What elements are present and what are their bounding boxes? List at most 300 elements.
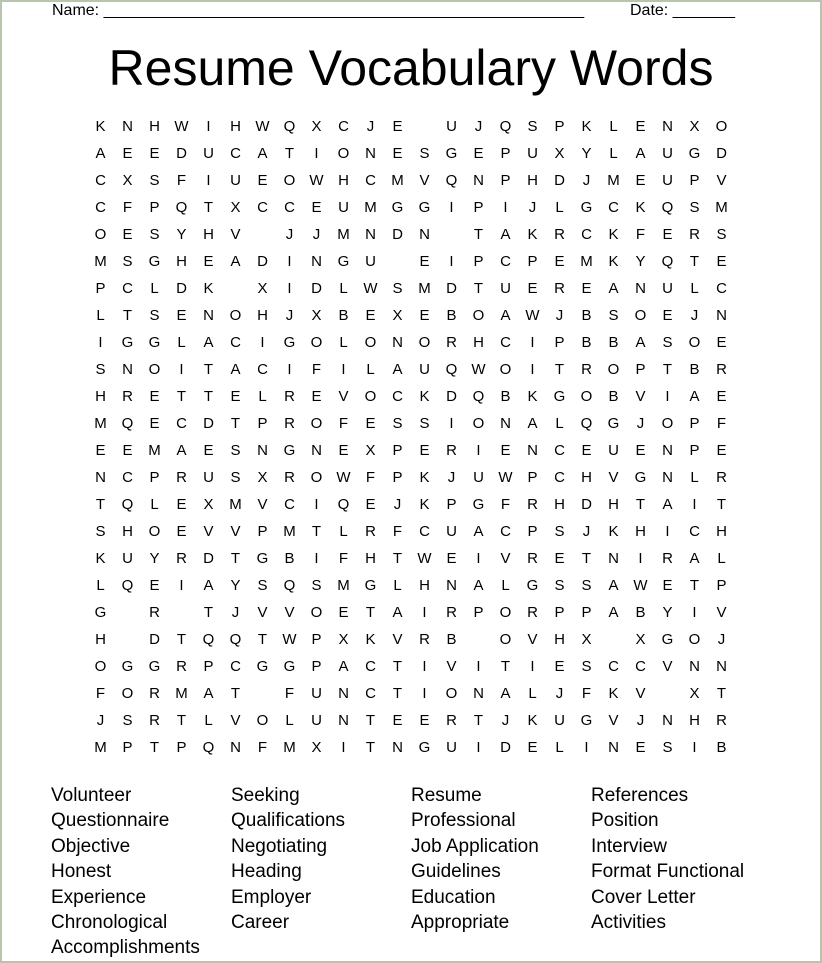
grid-letter: R	[284, 388, 295, 405]
grid-letter: E	[203, 442, 214, 459]
grid-row	[87, 711, 735, 738]
grid-letter: T	[176, 631, 187, 648]
grid-row	[87, 414, 735, 441]
grid-letter: T	[473, 712, 484, 729]
grid-letter: O	[310, 604, 323, 621]
grid-letter: I	[530, 361, 535, 378]
grid-letter: X	[230, 199, 241, 216]
grid-letter: C	[608, 658, 619, 675]
grid-letter: L	[339, 334, 348, 351]
grid-letter: S	[257, 577, 268, 594]
grid-letter: G	[148, 253, 161, 270]
grid-letter: M	[229, 496, 242, 513]
grid-letter: I	[314, 145, 319, 162]
grid-letter	[384, 252, 411, 279]
grid-letter: S	[149, 226, 160, 243]
grid-letter: G	[121, 658, 134, 675]
grid-letter: E	[473, 145, 484, 162]
grid-letter: M	[148, 442, 161, 459]
grid-letter: H	[554, 631, 565, 648]
grid-letter: I	[206, 118, 211, 135]
grid-letter: F	[257, 739, 268, 756]
grid-letter: H	[257, 307, 268, 324]
grid-letter: I	[692, 739, 697, 756]
grid-letter: F	[716, 415, 727, 432]
grid-letter: T	[230, 550, 241, 567]
grid-letter: T	[392, 550, 403, 567]
grid-letter: W	[309, 172, 324, 189]
grid-letter: K	[608, 226, 619, 243]
grid-letter: I	[692, 604, 697, 621]
grid-letter: I	[692, 496, 697, 513]
grid-letter: O	[688, 334, 701, 351]
grid-letter: D	[446, 280, 457, 297]
grid-letter: B	[608, 334, 619, 351]
grid-letter: X	[635, 631, 646, 648]
grid-letter: I	[449, 415, 454, 432]
grid-letter: T	[473, 280, 484, 297]
grid-letter: C	[284, 199, 295, 216]
word-list-item: Questionnaire	[51, 810, 170, 832]
grid-letter: S	[311, 577, 322, 594]
grid-letter: E	[149, 577, 160, 594]
word-list-item: Honest	[51, 861, 112, 883]
grid-letter: R	[446, 712, 457, 729]
grid-letter: P	[257, 415, 268, 432]
grid-letter: U	[230, 172, 241, 189]
grid-letter: M	[715, 199, 728, 216]
grid-letter: R	[284, 415, 295, 432]
grid-letter: P	[689, 172, 700, 189]
grid-letter: S	[419, 415, 430, 432]
grid-letter: N	[95, 469, 106, 486]
grid-letter: P	[473, 253, 484, 270]
grid-letter: Q	[337, 496, 350, 513]
grid-letter: U	[662, 172, 673, 189]
grid-letter: R	[527, 550, 538, 567]
grid-letter: N	[608, 550, 619, 567]
grid-letter: G	[283, 442, 296, 459]
grid-letter: Q	[580, 415, 593, 432]
grid-letter	[222, 279, 249, 306]
grid-row	[87, 684, 735, 711]
grid-letter: A	[500, 226, 511, 243]
grid-letter: J	[528, 199, 537, 216]
grid-letter: T	[500, 658, 511, 675]
grid-letter: K	[608, 685, 619, 702]
grid-letter: O	[283, 172, 296, 189]
grid-letter: N	[635, 280, 646, 297]
grid-letter: S	[149, 307, 160, 324]
grid-letter: P	[689, 442, 700, 459]
grid-letter: G	[580, 199, 593, 216]
grid-letter: E	[392, 712, 403, 729]
grid-letter: E	[176, 523, 187, 540]
grid-letter: I	[530, 334, 535, 351]
grid-letter: O	[472, 415, 485, 432]
grid-letter: H	[338, 172, 349, 189]
grid-letter: R	[446, 334, 457, 351]
grid-letter: E	[392, 145, 403, 162]
grid-letter: I	[476, 658, 481, 675]
grid-letter: P	[392, 469, 403, 486]
word-list-item: Heading	[231, 861, 302, 883]
grid-letter: I	[503, 199, 508, 216]
grid-letter: D	[311, 280, 322, 297]
grid-letter	[411, 117, 438, 144]
grid-letter: L	[258, 388, 267, 405]
grid-letter: S	[392, 415, 403, 432]
grid-letter: W	[282, 631, 297, 648]
grid-letter: E	[527, 280, 538, 297]
grid-letter: W	[525, 307, 540, 324]
grid-letter: O	[688, 631, 701, 648]
grid-row	[87, 225, 735, 252]
grid-row	[87, 495, 735, 522]
grid-letter: H	[581, 469, 592, 486]
grid-letter: I	[287, 280, 292, 297]
word-list-item: Interview	[591, 835, 668, 857]
grid-letter: E	[635, 739, 646, 756]
grid-letter: A	[203, 577, 214, 594]
grid-letter: E	[716, 442, 727, 459]
grid-letter: C	[338, 118, 349, 135]
grid-letter: L	[366, 361, 375, 378]
grid-letter: I	[314, 550, 319, 567]
grid-letter: X	[257, 280, 268, 297]
grid-letter: J	[312, 226, 321, 243]
grid-letter: E	[500, 442, 511, 459]
grid-letter: E	[149, 388, 160, 405]
grid-letter: E	[257, 172, 268, 189]
grid-letter: R	[554, 226, 565, 243]
grid-letter: R	[149, 685, 160, 702]
grid-letter: Q	[499, 118, 512, 135]
grid-letter: R	[365, 523, 376, 540]
grid-letter: S	[554, 523, 565, 540]
grid-letter: O	[337, 145, 350, 162]
grid-letter: V	[608, 469, 619, 486]
grid-letter: E	[365, 496, 376, 513]
grid-letter: J	[690, 307, 699, 324]
grid-letter: N	[392, 334, 403, 351]
grid-letter: R	[122, 388, 133, 405]
grid-letter	[438, 225, 465, 252]
grid-letter: X	[689, 685, 700, 702]
grid-letter: P	[716, 577, 727, 594]
grid-letter: E	[122, 145, 133, 162]
grid-letter: A	[608, 604, 619, 621]
grid-letter: P	[311, 658, 322, 675]
grid-letter: C	[500, 334, 511, 351]
grid-letter: H	[95, 631, 106, 648]
word-list-item: Accomplishments	[51, 937, 200, 959]
grid-letter: F	[338, 415, 349, 432]
grid-letter: H	[122, 523, 133, 540]
grid-letter: C	[230, 145, 241, 162]
grid-letter: R	[554, 280, 565, 297]
grid-letter: M	[391, 172, 404, 189]
grid-letter: I	[665, 523, 670, 540]
grid-letter: K	[95, 550, 106, 567]
grid-letter: A	[203, 334, 214, 351]
grid-letter: T	[230, 685, 241, 702]
grid-letter: O	[418, 334, 431, 351]
grid-letter: G	[607, 415, 620, 432]
grid-letter: C	[635, 658, 646, 675]
grid-letter: N	[716, 658, 727, 675]
grid-letter: L	[339, 280, 348, 297]
grid-letter: H	[554, 496, 565, 513]
grid-letter	[114, 603, 141, 630]
grid-letter: E	[338, 604, 349, 621]
word-list-item: Chronological	[51, 911, 168, 933]
word-list-item: Objective	[51, 835, 131, 857]
grid-letter: R	[446, 442, 457, 459]
grid-letter: F	[311, 361, 322, 378]
grid-letter: N	[527, 442, 538, 459]
grid-letter: P	[581, 604, 592, 621]
grid-letter: J	[717, 631, 726, 648]
grid-letter: C	[176, 415, 187, 432]
grid-letter: J	[582, 172, 591, 189]
grid-letter: L	[528, 685, 537, 702]
grid-letter: I	[341, 361, 346, 378]
grid-letter: I	[638, 550, 643, 567]
grid-letter: I	[179, 577, 184, 594]
grid-letter: O	[364, 388, 377, 405]
grid-letter: B	[338, 307, 349, 324]
grid-letter: E	[581, 280, 592, 297]
grid-letter: V	[446, 658, 457, 675]
grid-letter: E	[554, 253, 565, 270]
word-list-item: Experience	[51, 886, 147, 908]
grid-letter: N	[473, 172, 484, 189]
grid-letter: J	[285, 226, 294, 243]
grid-row	[87, 252, 735, 279]
grid-letter: J	[555, 685, 564, 702]
grid-letter: N	[500, 415, 511, 432]
grid-letter: E	[203, 253, 214, 270]
grid-letter: R	[689, 226, 700, 243]
grid-letter: N	[311, 253, 322, 270]
grid-letter: D	[554, 172, 565, 189]
grid-letter: T	[473, 226, 484, 243]
grid-letter: A	[635, 145, 646, 162]
grid-letter: B	[689, 361, 700, 378]
grid-letter: T	[203, 199, 214, 216]
grid-letter: E	[716, 253, 727, 270]
grid-row	[87, 549, 735, 576]
grid-letter: U	[338, 199, 349, 216]
grid-letter: S	[662, 334, 673, 351]
grid-letter: Q	[121, 496, 134, 513]
grid-letter: T	[392, 658, 403, 675]
grid-letter: I	[665, 388, 670, 405]
grid-letter: H	[149, 118, 160, 135]
grid-letter: P	[500, 172, 511, 189]
grid-letter: N	[365, 145, 376, 162]
grid-letter: E	[176, 496, 187, 513]
grid-row	[87, 738, 735, 765]
grid-letter: A	[500, 307, 511, 324]
grid-letter: Q	[283, 577, 296, 594]
grid-letter: M	[337, 577, 350, 594]
grid-letter: V	[257, 496, 268, 513]
grid-letter: V	[230, 226, 241, 243]
grid-letter: N	[608, 739, 619, 756]
grid-letter: N	[338, 685, 349, 702]
grid-letter: H	[527, 172, 538, 189]
name-field-label: Name: ______________________________________________________	[52, 2, 585, 19]
grid-letter: N	[716, 307, 727, 324]
grid-letter: R	[446, 604, 457, 621]
grid-letter: M	[94, 415, 107, 432]
grid-letter: O	[499, 361, 512, 378]
grid-letter: D	[581, 496, 592, 513]
grid-letter: O	[445, 685, 458, 702]
grid-letter: K	[581, 118, 592, 135]
grid-letter: A	[176, 442, 187, 459]
grid-letter: O	[715, 118, 728, 135]
grid-letter: T	[554, 361, 565, 378]
grid-letter: G	[337, 253, 350, 270]
grid-letter: U	[500, 280, 511, 297]
grid-letter: S	[122, 712, 133, 729]
grid-letter: Y	[149, 550, 160, 567]
grid-letter: C	[95, 172, 106, 189]
grid-letter: E	[527, 739, 538, 756]
grid-letter: I	[287, 361, 292, 378]
grid-letter: Q	[445, 361, 458, 378]
grid-letter: E	[662, 577, 673, 594]
grid-letter: E	[311, 388, 322, 405]
grid-letter: R	[716, 361, 727, 378]
grid-letter: G	[94, 604, 107, 621]
grid-letter: E	[176, 307, 187, 324]
grid-letter: U	[365, 253, 376, 270]
grid-letter: D	[257, 253, 268, 270]
grid-letter: M	[283, 739, 296, 756]
grid-letter	[249, 684, 276, 711]
grid-letter: C	[365, 685, 376, 702]
grid-letter: H	[95, 388, 106, 405]
grid-letter	[600, 630, 627, 657]
grid-letter: A	[338, 658, 349, 675]
grid-letter: P	[527, 469, 538, 486]
grid-letter: A	[527, 415, 538, 432]
grid-letter: A	[95, 145, 106, 162]
grid-letter: U	[446, 523, 457, 540]
grid-letter: W	[417, 550, 432, 567]
grid-letter: T	[230, 415, 241, 432]
grid-letter: E	[230, 388, 241, 405]
grid-letter: P	[554, 334, 565, 351]
grid-letter: S	[122, 253, 133, 270]
grid-letter: Y	[230, 577, 241, 594]
grid-letter: Q	[202, 739, 215, 756]
grid-letter: N	[473, 685, 484, 702]
grid-letter: R	[716, 469, 727, 486]
grid-letter: L	[96, 577, 105, 594]
grid-letter: T	[365, 712, 376, 729]
grid-letter: O	[607, 361, 620, 378]
grid-letter: T	[203, 388, 214, 405]
word-list-item: Volunteer	[51, 785, 132, 806]
grid-letter: E	[419, 307, 430, 324]
grid-letter: U	[446, 739, 457, 756]
grid-letter: C	[95, 199, 106, 216]
grid-letter: I	[449, 253, 454, 270]
grid-letter: C	[554, 442, 565, 459]
grid-letter: Q	[661, 199, 674, 216]
word-list-item: Qualifications	[231, 810, 346, 832]
grid-letter: H	[608, 496, 619, 513]
grid-letter: Q	[121, 415, 134, 432]
grid-letter: M	[94, 739, 107, 756]
word-list-item: Employer	[231, 886, 312, 908]
grid-row	[87, 387, 735, 414]
grid-letter: E	[419, 712, 430, 729]
grid-letter: D	[716, 145, 727, 162]
grid-letter: C	[608, 199, 619, 216]
grid-letter: B	[608, 388, 619, 405]
grid-letter: L	[609, 118, 618, 135]
grid-letter: Q	[472, 388, 485, 405]
word-list-item: Professional	[411, 810, 516, 832]
grid-letter: J	[636, 712, 645, 729]
grid-letter: L	[285, 712, 294, 729]
grid-row	[87, 117, 735, 144]
grid-letter: E	[392, 118, 403, 135]
grid-row	[87, 441, 735, 468]
grid-letter: A	[230, 253, 241, 270]
grid-letter: R	[527, 496, 538, 513]
grid-letter: I	[98, 334, 103, 351]
grid-letter: R	[662, 550, 673, 567]
grid-letter: B	[635, 604, 646, 621]
grid-letter: V	[392, 631, 403, 648]
grid-letter: C	[554, 469, 565, 486]
grid-letter: T	[284, 145, 295, 162]
grid-letter: Y	[176, 226, 187, 243]
grid-letter: J	[582, 523, 591, 540]
grid-letter: J	[501, 712, 510, 729]
grid-letter: H	[419, 577, 430, 594]
grid-letter: K	[635, 199, 646, 216]
grid-letter: A	[635, 334, 646, 351]
grid-letter: G	[634, 469, 647, 486]
grid-letter: C	[689, 523, 700, 540]
grid-letter: R	[419, 631, 430, 648]
grid-row	[87, 144, 735, 171]
grid-letter: X	[311, 739, 322, 756]
grid-letter: Q	[661, 253, 674, 270]
grid-letter: K	[419, 496, 430, 513]
grid-row	[87, 468, 735, 495]
grid-letter: V	[608, 712, 619, 729]
grid-letter: T	[311, 523, 322, 540]
grid-letter: H	[230, 118, 241, 135]
grid-letter: W	[471, 361, 486, 378]
grid-row	[87, 630, 735, 657]
word-list-item: Activities	[591, 911, 666, 933]
grid-letter: P	[473, 199, 484, 216]
grid-letter: I	[422, 685, 427, 702]
grid-letter: G	[283, 658, 296, 675]
grid-letter: L	[150, 280, 159, 297]
grid-letter: H	[689, 712, 700, 729]
